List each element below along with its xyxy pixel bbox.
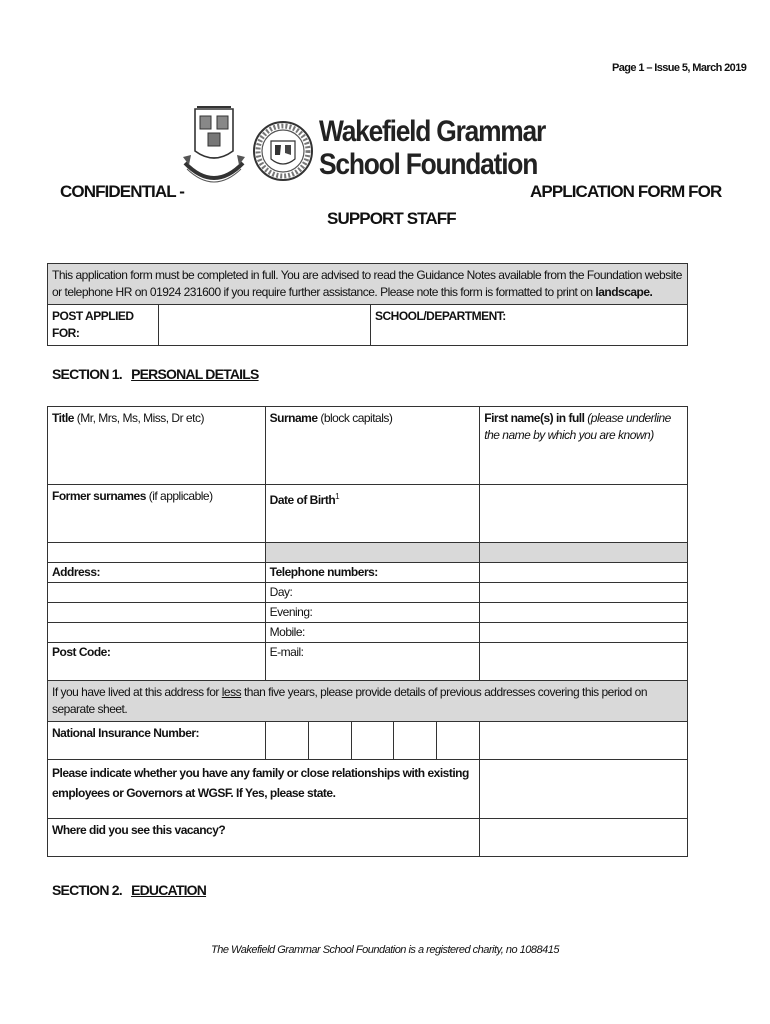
vacancy-source-input[interactable] xyxy=(480,819,688,857)
intro-table xyxy=(47,263,688,346)
relationships-label: Please indicate whether you have any family or close relationships with existing employees or Governors at WGSF. If Yes, please state. xyxy=(48,760,480,819)
address-note: If you have lived at this address for less than five years, please provide details of previous addresses covering this period on separate sheet. xyxy=(48,681,688,722)
telephone-label: Telephone numbers: xyxy=(265,563,480,583)
tel-day-label: Day: xyxy=(265,583,480,603)
spacer-cell-gray xyxy=(265,543,480,563)
tel-mobile-input[interactable] xyxy=(480,623,688,643)
personal-details-table xyxy=(47,406,688,857)
ni-box[interactable] xyxy=(308,722,351,760)
surname-field[interactable]: Surname (block capitals) xyxy=(265,407,480,485)
former-surnames-field[interactable]: Former surnames (if applicable) xyxy=(48,485,266,543)
address-line-input[interactable] xyxy=(48,603,266,623)
address-line-input[interactable] xyxy=(48,623,266,643)
spacer-cell xyxy=(48,543,266,563)
section-1-heading: SECTION 1. PERSONAL DETAILS xyxy=(52,366,259,382)
tel-evening-label: Evening: xyxy=(265,603,480,623)
post-applied-input[interactable] xyxy=(159,305,371,346)
ni-number-label: National Insurance Number: xyxy=(48,722,266,760)
relationships-input[interactable] xyxy=(480,760,688,819)
address-label: Address: xyxy=(48,563,266,583)
date-of-birth-field[interactable]: Date of Birth$^1$ xyxy=(265,485,480,543)
application-form-heading: APPLICATION FORM FOR xyxy=(530,182,722,201)
postcode-field[interactable]: Post Code: xyxy=(48,643,266,681)
foundation-name-line2: School Foundation xyxy=(319,148,538,181)
tel-mobile-label: Mobile: xyxy=(265,623,480,643)
school-department-field[interactable]: SCHOOL/DEPARTMENT: xyxy=(371,305,688,346)
ni-box[interactable] xyxy=(351,722,394,760)
post-applied-label: POST APPLIED FOR: xyxy=(48,305,159,346)
intro-instructions: This application form must be completed in full. You are advised to read the Guidance Notes available from the Foundation website or telephone HR on 01924 231600 if you require further assistance. Please note this form is formatted to print on landscape. xyxy=(48,264,688,305)
email-field[interactable]: E-mail: xyxy=(265,643,480,681)
spacer-cell-gray xyxy=(480,543,688,563)
vacancy-source-label: Where did you see this vacancy? xyxy=(48,819,480,857)
foundation-name xyxy=(319,115,545,181)
email-input[interactable] xyxy=(480,643,688,681)
first-names-field[interactable]: First name(s) in full (please underline the name by which you are known) xyxy=(480,407,688,485)
school-crest-logo xyxy=(183,103,245,199)
confidential-label: CONFIDENTIAL - xyxy=(60,182,185,201)
foundation-name-line1: Wakefield Grammar xyxy=(319,115,546,148)
page-reference: Page 1 – Issue 5, March 2019 xyxy=(612,62,747,74)
foundation-seal-logo xyxy=(253,103,313,199)
ni-box[interactable] xyxy=(437,722,480,760)
support-staff-heading: SUPPORT STAFF xyxy=(327,209,456,228)
section-2-heading: SECTION 2. EDUCATION xyxy=(52,882,207,898)
tel-day-input[interactable] xyxy=(480,583,688,603)
telephone-header-blank xyxy=(480,563,688,583)
ni-box[interactable] xyxy=(480,722,688,760)
title-field[interactable]: Title (Mr, Mrs, Ms, Miss, Dr etc) xyxy=(48,407,266,485)
ni-box[interactable] xyxy=(394,722,437,760)
dob-blank-cell[interactable] xyxy=(480,485,688,543)
ni-box[interactable] xyxy=(265,722,308,760)
tel-evening-input[interactable] xyxy=(480,603,688,623)
address-line-input[interactable] xyxy=(48,583,266,603)
charity-footer: The Wakefield Grammar School Foundation is a registered charity, no 1088415 xyxy=(211,944,559,956)
